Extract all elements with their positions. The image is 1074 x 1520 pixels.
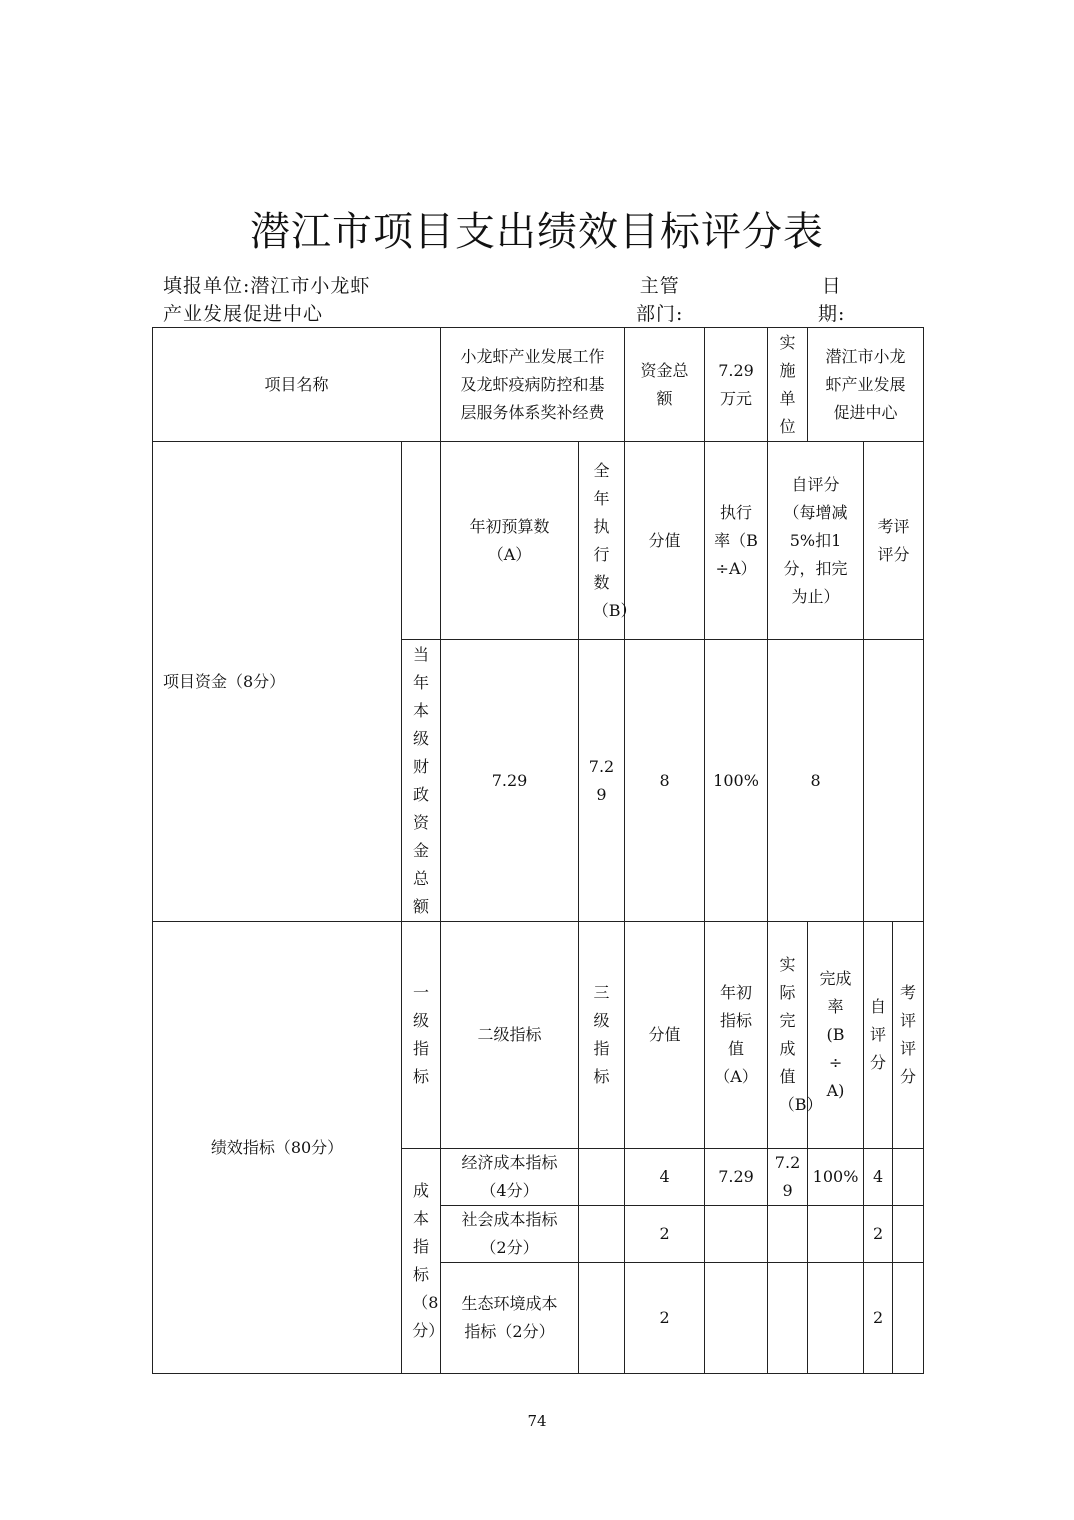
- perf-rate: 100%: [808, 1149, 864, 1206]
- perf-target: [705, 1206, 768, 1263]
- impl-unit-value: 潜江市小龙 虾产业发展 促进中心: [808, 328, 924, 442]
- perf-rate: [808, 1263, 864, 1374]
- fund-rate: 100%: [705, 640, 768, 922]
- perf-actual: [768, 1263, 808, 1374]
- perf-head-score: 分值: [625, 922, 705, 1149]
- page-number: 74: [527, 1412, 547, 1430]
- perf-level2: 经济成本指标 （4分）: [441, 1149, 579, 1206]
- perf-review: [893, 1206, 924, 1263]
- perf-level3: [579, 1206, 625, 1263]
- fund-head-executed-cell: [579, 442, 637, 640]
- perf-score: 4: [625, 1149, 705, 1206]
- perf-head-level2: 二级指标: [441, 922, 579, 1149]
- impl-unit-label: 实施单位: [779, 332, 796, 436]
- perf-head-review-cell: [893, 922, 924, 1149]
- perf-head-level3-cell: [579, 922, 625, 1149]
- perf-actual: 7.29: [774, 1153, 801, 1200]
- fund-head-rate: 执行 率（B ÷A）: [705, 442, 768, 640]
- perf-head-review: 考评评分: [900, 983, 917, 1086]
- perf-section-label: 绩效指标（80分）: [153, 922, 402, 1374]
- perf-self: 2: [864, 1263, 893, 1374]
- perf-score: 2: [625, 1263, 705, 1374]
- dept-label-line1: 主管: [639, 275, 680, 297]
- perf-actual: [768, 1206, 808, 1263]
- fund-head-score: 分值: [625, 442, 705, 640]
- perf-self: 4: [864, 1149, 893, 1206]
- fund-total-value: 7.29 万元: [705, 328, 768, 442]
- project-row: [153, 328, 924, 442]
- fund-budget: 7.29: [441, 640, 579, 922]
- perf-head-level3: 三级指标: [593, 983, 610, 1086]
- fund-header-empty: [402, 442, 441, 640]
- fund-head-budget: 年初预算数 （A）: [441, 442, 579, 640]
- perf-head-level1-cell: [402, 922, 441, 1149]
- fund-head-review: 考评 评分: [864, 442, 924, 640]
- impl-unit-label-cell: [768, 328, 808, 442]
- perf-head-self: 自评分: [870, 997, 887, 1072]
- date-label-line1: 日: [821, 275, 842, 297]
- perf-level3: [579, 1149, 625, 1206]
- fund-head-self: 自评分 （每增减 5%扣1 分，扣完 为止）: [768, 442, 864, 640]
- score-table: [152, 327, 924, 1374]
- fund-executed-cell: [579, 640, 625, 922]
- perf-level2: 社会成本指标 （2分）: [441, 1206, 579, 1263]
- fund-row-label-cell: [402, 640, 441, 922]
- project-name-label: 项目名称: [153, 328, 441, 442]
- dept-label: [636, 272, 683, 328]
- fill-unit-value-cont: 产业发展促进中心: [163, 303, 324, 325]
- perf-target: [705, 1263, 768, 1374]
- fund-total-label: 资金总 额: [625, 328, 705, 442]
- perf-head-actual-cell: [768, 922, 823, 1149]
- fill-unit: [163, 272, 370, 328]
- perf-level2: 生态环境成本 指标（2分）: [441, 1263, 579, 1374]
- fund-header-row: [153, 442, 924, 640]
- dept-label-line2: 部门:: [636, 303, 684, 325]
- perf-self: 2: [864, 1206, 893, 1263]
- date-label-line2: 期:: [818, 303, 846, 325]
- cost-group-cell: [402, 1149, 445, 1374]
- fund-score: 8: [625, 640, 705, 922]
- perf-review: [893, 1149, 924, 1206]
- perf-head-level1: 一级指标: [412, 983, 429, 1086]
- perf-head-rate: 完成 率 (B ÷ A): [808, 922, 864, 1149]
- fund-self-score: 8: [768, 640, 864, 922]
- perf-actual-cell: [768, 1149, 808, 1206]
- perf-head-target: 年初 指标 值 （A）: [705, 922, 768, 1149]
- perf-head-actual: 实际完成值（B）: [778, 955, 823, 1114]
- perf-level3: [579, 1263, 625, 1374]
- fill-unit-label: 填报单位:: [163, 275, 251, 297]
- fund-head-executed: 全年执行数（B）: [592, 460, 637, 620]
- perf-rate: [808, 1206, 864, 1263]
- perf-review: [893, 1263, 924, 1374]
- perf-header-row: [153, 922, 924, 1149]
- fund-row-label: 当年本级财政资金总额: [412, 644, 429, 916]
- fund-executed: 7.29: [588, 756, 615, 804]
- date-label: [818, 272, 845, 328]
- fund-review-score: [864, 640, 924, 922]
- cost-group-label: 成本指标（8分）: [412, 1181, 445, 1340]
- perf-head-self-cell: [864, 922, 893, 1149]
- perf-score: 2: [625, 1206, 705, 1263]
- fill-unit-value: 潜江市小龙虾: [250, 275, 371, 297]
- fund-section-label: 项目资金（8分）: [153, 442, 402, 922]
- perf-target: 7.29: [705, 1149, 768, 1206]
- page-title: 潜江市项目支出绩效目标评分表: [250, 209, 824, 255]
- project-name-value: 小龙虾产业发展工作 及龙虾疫病防控和基 层服务体系奖补经费: [441, 328, 625, 442]
